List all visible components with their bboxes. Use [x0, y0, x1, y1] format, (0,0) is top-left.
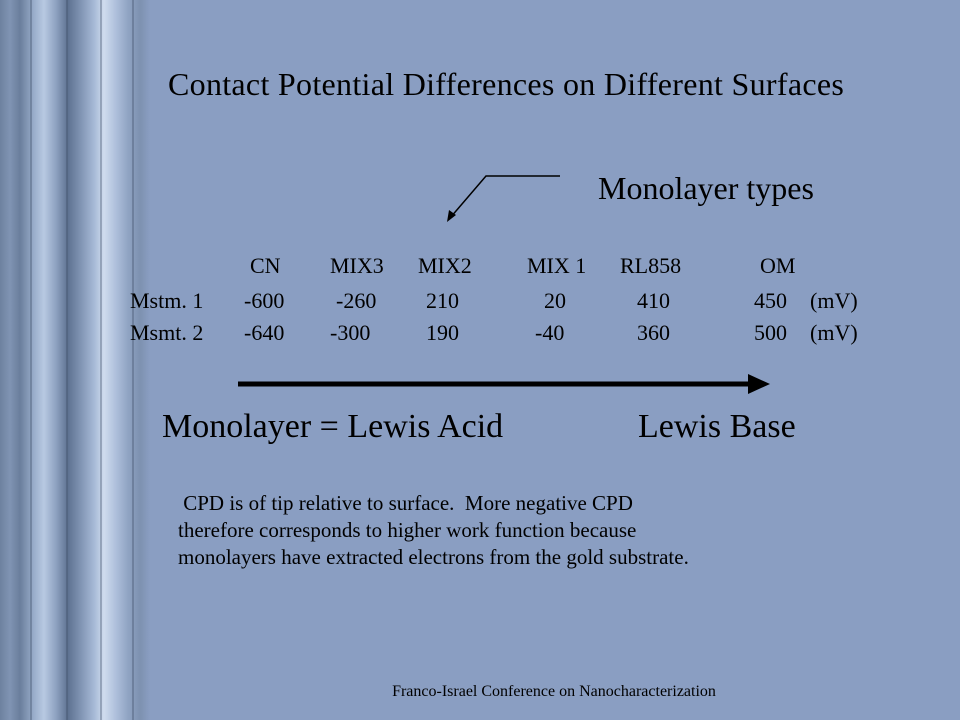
column-header-om: OM: [760, 253, 796, 278]
footer: [0, 683, 960, 701]
cell-msmt2-rl858: 360: [637, 320, 670, 345]
cell-mstm1-rl858: 410: [637, 288, 670, 313]
cell-mstm1-mix2: 210: [426, 288, 459, 313]
note-line-2: therefore corresponds to higher work function because: [178, 518, 637, 542]
cell-msmt2-mix3: -300: [330, 320, 371, 345]
pointer-line: [450, 176, 560, 218]
cell-msmt2-mix2: 190: [426, 320, 459, 345]
row-label-mstm1: Mstm. 1: [130, 288, 204, 313]
unit-msmt2: (mV): [810, 320, 858, 345]
cell-mstm1-cn: -600: [244, 288, 285, 313]
note-line-3: monolayers have extracted electrons from the gold substrate.: [178, 545, 689, 569]
column-header-mix1: MIX 1: [527, 253, 587, 278]
cell-msmt2-mix1: -40: [535, 320, 565, 345]
cell-msmt2-om: 500: [754, 320, 787, 345]
monolayer-types-label: Monolayer types: [598, 170, 814, 206]
direction-arrowhead: [748, 374, 770, 394]
cell-msmt2-cn: -640: [244, 320, 285, 345]
unit-mstm1: (mV): [810, 288, 858, 313]
lewis-acid-label: Monolayer = Lewis Acid: [162, 408, 504, 445]
cell-mstm1-om: 450: [754, 288, 787, 313]
column-header-rl858: RL858: [620, 253, 682, 278]
column-header-mix2: MIX2: [418, 253, 472, 278]
lewis-base-label: Lewis Base: [638, 408, 796, 445]
note-line-1: CPD is of tip relative to surface. More negative CPD: [178, 491, 633, 515]
slide-title: Contact Potential Differences on Different Surfaces: [168, 66, 845, 102]
column-header-mix3: MIX3: [330, 253, 384, 278]
footer-text: Franco-Israel Conference on Nanocharacterization: [392, 683, 716, 700]
explanation-note: [178, 490, 858, 571]
column-header-cn: CN: [250, 253, 281, 278]
row-label-msmt2: Msmt. 2: [130, 320, 204, 345]
cell-mstm1-mix1: 20: [544, 288, 566, 313]
cell-mstm1-mix3: -260: [336, 288, 377, 313]
